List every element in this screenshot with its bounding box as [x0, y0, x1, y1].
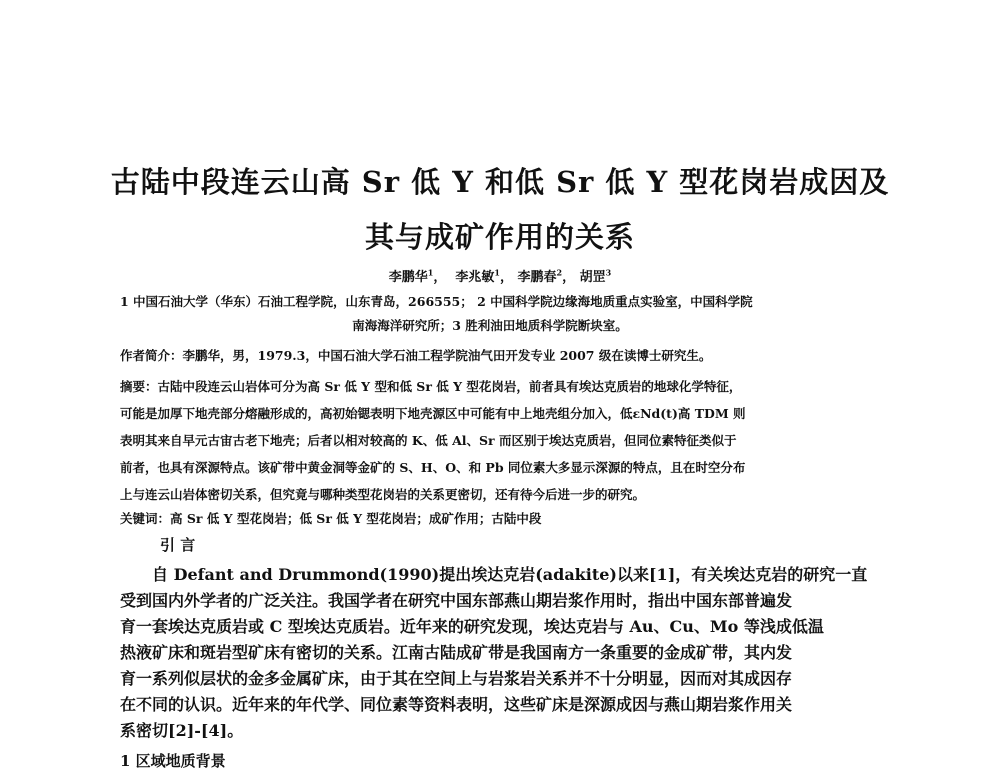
- intro-line-3: 育一套埃达克质岩或 C 型埃达克质岩。近年来的研究发现，埃达克岩与 Au、Cu、Mo 等浅成低温: [120, 617, 824, 636]
- intro-line-6: 在不同的认识。近年来的年代学、同位素等资料表明，这些矿床是深源成因与燕山期岩浆作用关: [120, 695, 793, 714]
- intro-line-5: 育一系列似层状的金多金属矿床，由于其在空间上与岩浆岩关系并不十分明显，因而对其成因存: [120, 669, 793, 688]
- abstract-line-2: 可能是加厚下地壳部分熔融形成的，高初始锶表明下地壳源区中可能有中上地壳组分加入，低εNd(t)高 TDM 则: [120, 406, 746, 421]
- affiliation-line-1: 1 中国石油大学（华东）石油工程学院，山东青岛，266555； 2 中国科学院边缘海地质重点实验室，中国科学院: [120, 294, 753, 309]
- author-list: 李鹏华$^1$， 李兆敏$^1$， 李鹏春$^2$， 胡罡$^3$: [388, 267, 612, 285]
- intro-line-1: 自 Defant and Drummond(1990)提出埃达克岩(adakite)以来[1]，有关埃达克岩的研究一直: [152, 565, 868, 584]
- author-name: 李鹏春: [517, 270, 557, 285]
- author-name: 李鹏华: [388, 270, 428, 285]
- author-affiliation-mark: 1: [494, 267, 500, 278]
- author-intro: 作者简介：李鹏华，男，1979.3，中国石油大学石油工程学院油气田开发专业 2007 级在读博士研究生。: [120, 348, 712, 363]
- author-affiliation-mark: 2: [556, 267, 563, 278]
- affiliation-line-2: 南海海洋研究所；3 胜利油田地质科学院断块室。: [352, 318, 628, 333]
- intro-line-7: 系密切[2]-[4]。: [120, 721, 244, 740]
- author-name: 李兆敏: [455, 270, 495, 285]
- intro-line-2: 受到国内外学者的广泛关注。我国学者在研究中国东部燕山期岩浆作用时，指出中国东部普遍发: [120, 591, 793, 610]
- section-heading-introduction: 引 言: [160, 536, 196, 554]
- abstract-line-5: 上与连云山岩体密切关系，但究竟与哪种类型花岗岩的关系更密切，还有待今后进一步的研究。: [120, 487, 646, 502]
- author-affiliation-mark: 3: [605, 267, 612, 278]
- keywords: 关键词：高 Sr 低 Y 型花岗岩；低 Sr 低 Y 型花岗岩；成矿作用；古陆中段: [120, 511, 542, 526]
- abstract-line-4: 前者，也具有深源特点。该矿带中黄金洞等金矿的 S、H、O、和 Pb 同位素大多显示深源的特点，且在时空分布: [120, 460, 746, 475]
- abstract-line-1: 摘要：古陆中段连云山岩体可分为高 Sr 低 Y 型和低 Sr 低 Y 型花岗岩，前者具有埃达克质岩的地球化学特征，: [120, 379, 742, 394]
- author-affiliation-mark: 1: [427, 267, 434, 278]
- paper-title-line-2: 其与成矿作用的关系: [364, 220, 635, 254]
- next-section-heading: 1 区域地质背景: [120, 752, 226, 770]
- paper-title-line-1: 古陆中段连云山高 Sr 低 Y 和低 Sr 低 Y 型花岗岩成因及: [110, 165, 890, 199]
- abstract-line-3: 表明其来自早元古宙古老下地壳；后者以相对较高的 K、低 Al、Sr 而区别于埃达克质岩，但同位素特征类似于: [120, 433, 737, 448]
- intro-line-4: 热液矿床和斑岩型矿床有密切的关系。江南古陆成矿带是我国南方一条重要的金成矿带，其内发: [120, 643, 793, 662]
- author-name: 胡罡: [579, 270, 606, 285]
